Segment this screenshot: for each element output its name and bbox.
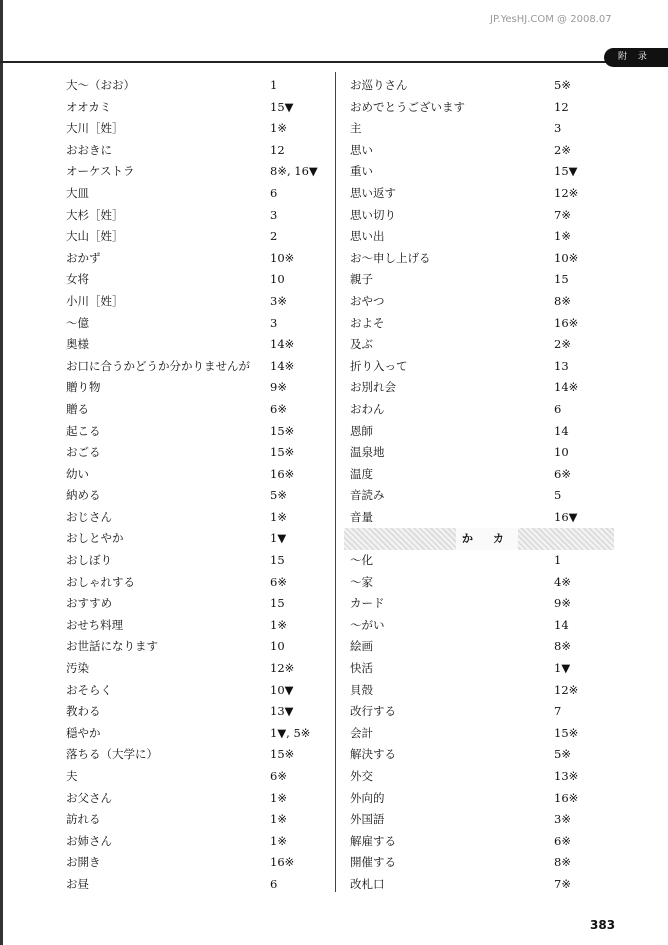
entry-lesson: 6※	[270, 401, 287, 416]
entry-lesson: 15	[554, 272, 569, 287]
index-entry	[350, 205, 610, 227]
entry-term: おめでとうございます	[350, 99, 465, 114]
entry-term: 大～（おお）	[66, 78, 135, 92]
entry-lesson: 16※	[270, 855, 295, 870]
entry-term: 思い	[350, 142, 373, 157]
entry-lesson: 14	[554, 423, 569, 438]
entry-lesson: 7※	[554, 876, 571, 891]
entry-term: おわん	[350, 401, 385, 416]
entry-lesson: 1▼	[554, 661, 571, 676]
entry-term: お口に合うかどうか分かりませんが	[66, 358, 250, 373]
entry-lesson: 15	[270, 553, 285, 568]
index-entry	[350, 334, 610, 356]
entry-term: 落ちる（大学に）	[66, 747, 158, 762]
index-entry	[66, 356, 326, 378]
entry-lesson: 5※	[554, 78, 571, 92]
index-entry	[66, 831, 326, 853]
entry-term: おしゃれする	[66, 574, 135, 589]
index-entry	[350, 140, 610, 162]
index-entry	[350, 161, 610, 183]
watermark: JP.YesHJ.COM @ 2008.07	[490, 14, 612, 25]
entry-term: おせち料理	[66, 617, 124, 632]
entry-lesson: 2※	[554, 337, 571, 352]
entry-term: 思い返す	[350, 185, 396, 200]
entry-lesson: 15※	[270, 423, 295, 438]
index-entry	[66, 528, 326, 550]
entry-lesson: 16※	[270, 466, 295, 481]
entry-lesson: 14	[554, 617, 569, 632]
index-entry	[350, 507, 610, 529]
entry-lesson: 14※	[554, 380, 579, 395]
entry-lesson: 8※	[554, 293, 571, 308]
entry-lesson: 12※	[554, 682, 579, 697]
entry-term: おかず	[66, 250, 101, 265]
entry-lesson: 16※	[554, 315, 579, 330]
entry-term: 及ぶ	[350, 337, 373, 352]
index-entry	[66, 485, 326, 507]
left-column	[66, 75, 326, 896]
entry-lesson: 13※	[554, 769, 579, 783]
entry-lesson: 6	[270, 185, 278, 200]
index-entry	[66, 701, 326, 723]
entry-lesson: 3※	[554, 812, 571, 827]
entry-term: 奥様	[66, 337, 89, 352]
index-entry	[350, 874, 610, 896]
index-entry	[350, 636, 610, 658]
entry-lesson: 1※	[270, 833, 287, 848]
entry-term: 音読み	[350, 488, 385, 503]
entry-term: 大山［姓］	[66, 229, 124, 244]
entry-lesson: 10※	[554, 250, 579, 265]
entry-lesson: 8※, 16▼	[270, 164, 318, 179]
entry-lesson: 6	[554, 401, 562, 416]
entry-lesson: 10▼	[270, 682, 294, 697]
index-entry	[350, 118, 610, 140]
entry-term: 解決する	[350, 747, 396, 762]
index-entry	[350, 658, 610, 680]
entry-term: 贈る	[66, 401, 89, 416]
entry-lesson: 6	[270, 876, 278, 891]
entry-lesson: 7	[554, 704, 562, 719]
index-entry	[66, 442, 326, 464]
entry-term: お巡りさん	[350, 78, 408, 92]
entry-term: 起こる	[66, 423, 101, 438]
index-entry	[66, 874, 326, 896]
entry-term: お開き	[66, 855, 101, 870]
entry-lesson: 10※	[270, 250, 295, 265]
entry-term: 女将	[66, 272, 89, 287]
entry-lesson: 5※	[270, 488, 287, 503]
entry-term: おそらく	[66, 682, 112, 697]
entry-term: 贈り物	[66, 380, 101, 395]
entry-term: 小川［姓］	[66, 293, 124, 308]
index-entry	[66, 248, 326, 270]
entry-term: おしぼり	[66, 553, 112, 568]
index-entry	[350, 572, 610, 594]
index-entry	[350, 680, 610, 702]
index-entry	[350, 831, 610, 853]
index-entry	[66, 313, 326, 335]
index-entry	[66, 421, 326, 443]
entry-lesson: 4※	[554, 574, 571, 589]
entry-term: おしとやか	[66, 531, 124, 546]
entry-lesson: 3※	[270, 293, 287, 308]
entry-term: お姉さん	[66, 833, 112, 848]
entry-lesson: 12※	[270, 661, 295, 676]
entry-term: 大川［姓］	[66, 121, 124, 136]
entry-term: 教わる	[66, 704, 101, 719]
entry-term: ～がい	[350, 617, 385, 632]
entry-term: おやつ	[350, 293, 385, 308]
index-entry	[66, 205, 326, 227]
entry-lesson: 1※	[270, 812, 287, 827]
entry-term: 折り入って	[350, 358, 408, 373]
entry-term: 会計	[350, 725, 373, 740]
entry-term: 外国語	[350, 812, 385, 827]
index-entry	[350, 723, 610, 745]
entry-lesson: 8※	[554, 855, 571, 870]
entry-term: おごる	[66, 445, 101, 460]
index-entry	[350, 809, 610, 831]
entry-lesson: 15	[270, 596, 285, 611]
entry-lesson: 15※	[270, 445, 295, 460]
entry-lesson: 10	[554, 445, 569, 460]
index-entry	[350, 421, 610, 443]
entry-lesson: 2	[270, 229, 278, 244]
entry-lesson: 7※	[554, 207, 571, 222]
entry-lesson: 15※	[270, 747, 295, 762]
index-entry	[66, 97, 326, 119]
index-entry	[66, 161, 326, 183]
index-entry	[66, 399, 326, 421]
index-entry	[350, 464, 610, 486]
index-entry	[66, 680, 326, 702]
index-entry	[66, 615, 326, 637]
entry-term: お別れ会	[350, 380, 396, 395]
entry-lesson: 13▼	[270, 704, 294, 719]
entry-lesson: 1	[270, 78, 278, 92]
index-entry	[66, 636, 326, 658]
entry-lesson: 8※	[554, 639, 571, 654]
section-header-label: か カ	[456, 528, 518, 550]
index-entry	[66, 226, 326, 248]
entry-term: お父さん	[66, 790, 112, 805]
entry-term: 音量	[350, 509, 373, 524]
index-entry	[66, 572, 326, 594]
index-entry	[350, 75, 610, 97]
entry-term: 親子	[350, 272, 373, 287]
index-entry	[350, 313, 610, 335]
entry-term: 主	[350, 121, 362, 136]
entry-term: おじさん	[66, 509, 112, 524]
entry-term: 快活	[350, 661, 373, 676]
entry-term: ～化	[350, 553, 373, 568]
index-entry	[350, 442, 610, 464]
index-entry	[350, 399, 610, 421]
entry-lesson: 1※	[270, 121, 287, 136]
entry-lesson: 15▼	[554, 164, 578, 179]
entry-term: 温泉地	[350, 445, 385, 460]
entry-term: 解雇する	[350, 833, 396, 848]
entry-lesson: 14※	[270, 358, 295, 373]
index-entry	[350, 248, 610, 270]
entry-lesson: 5	[554, 488, 562, 503]
entry-term: おすすめ	[66, 596, 113, 611]
entry-lesson: 3	[270, 207, 278, 222]
entry-term: 貝殻	[350, 682, 373, 697]
index-entry	[350, 485, 610, 507]
entry-lesson: 1※	[270, 790, 287, 805]
entry-term: 思い切り	[350, 207, 396, 222]
entry-lesson: 12	[270, 142, 285, 157]
index-entry	[350, 744, 610, 766]
entry-term: 開催する	[350, 855, 396, 870]
index-entry	[350, 788, 610, 810]
entry-lesson: 9※	[270, 380, 287, 395]
entry-term: 思い出	[350, 229, 385, 244]
entry-term: 訪れる	[66, 812, 101, 827]
entry-term: 納める	[66, 488, 101, 503]
entry-term: およそ	[350, 315, 385, 330]
index-entry	[350, 97, 610, 119]
entry-lesson: 1※	[270, 617, 287, 632]
index-entry	[66, 291, 326, 313]
entry-term: 重い	[350, 164, 373, 179]
index-entry	[350, 183, 610, 205]
index-entry	[66, 852, 326, 874]
index-entry	[66, 377, 326, 399]
index-entry	[66, 744, 326, 766]
entry-term: ～億	[66, 315, 89, 330]
entry-term: 大皿	[66, 185, 89, 200]
index-entry	[66, 788, 326, 810]
entry-term: 穏やか	[66, 725, 101, 740]
index-entry	[66, 118, 326, 140]
entry-lesson: 1※	[554, 229, 571, 244]
entry-term: 改行する	[350, 704, 396, 719]
index-entry	[350, 377, 610, 399]
entry-lesson: 1	[554, 553, 562, 568]
entry-lesson: 6※	[554, 466, 571, 481]
index-entry	[350, 269, 610, 291]
entry-term: カード	[350, 596, 385, 611]
entry-term: お昼	[66, 876, 89, 891]
entry-lesson: 16※	[554, 790, 579, 805]
index-entry	[66, 550, 326, 572]
index-entry	[66, 75, 326, 97]
entry-term: 外向的	[350, 790, 385, 805]
index-entry	[66, 723, 326, 745]
index-entry	[350, 291, 610, 313]
entry-lesson: 3	[554, 121, 562, 136]
entry-lesson: 14※	[270, 337, 295, 352]
header-rule	[0, 61, 610, 63]
section-header-ka	[344, 528, 614, 550]
entry-lesson: 10	[270, 272, 285, 287]
index-entry	[350, 701, 610, 723]
scan-edge	[0, 0, 3, 945]
index-entry	[66, 464, 326, 486]
entry-lesson: 6※	[270, 574, 287, 589]
entry-lesson: 5※	[554, 747, 571, 762]
index-entry	[350, 226, 610, 248]
entry-lesson: 10	[270, 639, 285, 654]
index-entry	[66, 269, 326, 291]
entry-lesson: 6※	[270, 769, 287, 783]
right-column	[350, 75, 610, 896]
entry-lesson: 1▼	[270, 531, 287, 546]
entry-term: 外交	[350, 769, 373, 783]
index-entry	[350, 766, 610, 788]
entry-term: 絵画	[350, 639, 373, 654]
index-entry	[350, 550, 610, 572]
entry-term: お世話になります	[66, 639, 158, 654]
entry-term: オーケストラ	[66, 164, 135, 179]
index-entry	[350, 852, 610, 874]
index-entry	[350, 593, 610, 615]
entry-lesson: 6※	[554, 833, 571, 848]
entry-lesson: 16▼	[554, 509, 578, 524]
entry-lesson: 9※	[554, 596, 571, 611]
entry-term: ～家	[350, 574, 373, 589]
entry-lesson: 1※	[270, 509, 287, 524]
entry-lesson: 15※	[554, 725, 579, 740]
entry-term: 温度	[350, 466, 373, 481]
entry-lesson: 3	[270, 315, 278, 330]
entry-term: おおきに	[66, 142, 112, 157]
entry-term: 改札口	[350, 876, 385, 891]
index-entry	[350, 356, 610, 378]
index-entry	[66, 334, 326, 356]
entry-lesson: 2※	[554, 142, 571, 157]
entry-lesson: 12	[554, 99, 569, 114]
index-entry	[66, 507, 326, 529]
entry-term: 夫	[66, 769, 78, 783]
entry-term: オオカミ	[66, 99, 112, 114]
entry-lesson: 1▼, 5※	[270, 725, 311, 740]
entry-term: 幼い	[66, 466, 89, 481]
column-divider	[335, 72, 336, 892]
entry-term: お～申し上げる	[350, 250, 431, 265]
page-number: 383	[590, 918, 616, 932]
entry-term: 大杉［姓］	[66, 207, 124, 222]
header-tab: 附 录	[604, 48, 668, 67]
entry-term: 汚染	[66, 661, 89, 676]
index-entry	[66, 593, 326, 615]
index-entry	[66, 766, 326, 788]
index-entry	[350, 615, 610, 637]
entry-lesson: 12※	[554, 185, 579, 200]
index-entry	[66, 658, 326, 680]
entry-term: 恩師	[350, 423, 373, 438]
entry-lesson: 13	[554, 358, 569, 373]
entry-lesson: 15▼	[270, 99, 294, 114]
index-entry	[66, 809, 326, 831]
index-entry	[66, 183, 326, 205]
index-entry	[66, 140, 326, 162]
